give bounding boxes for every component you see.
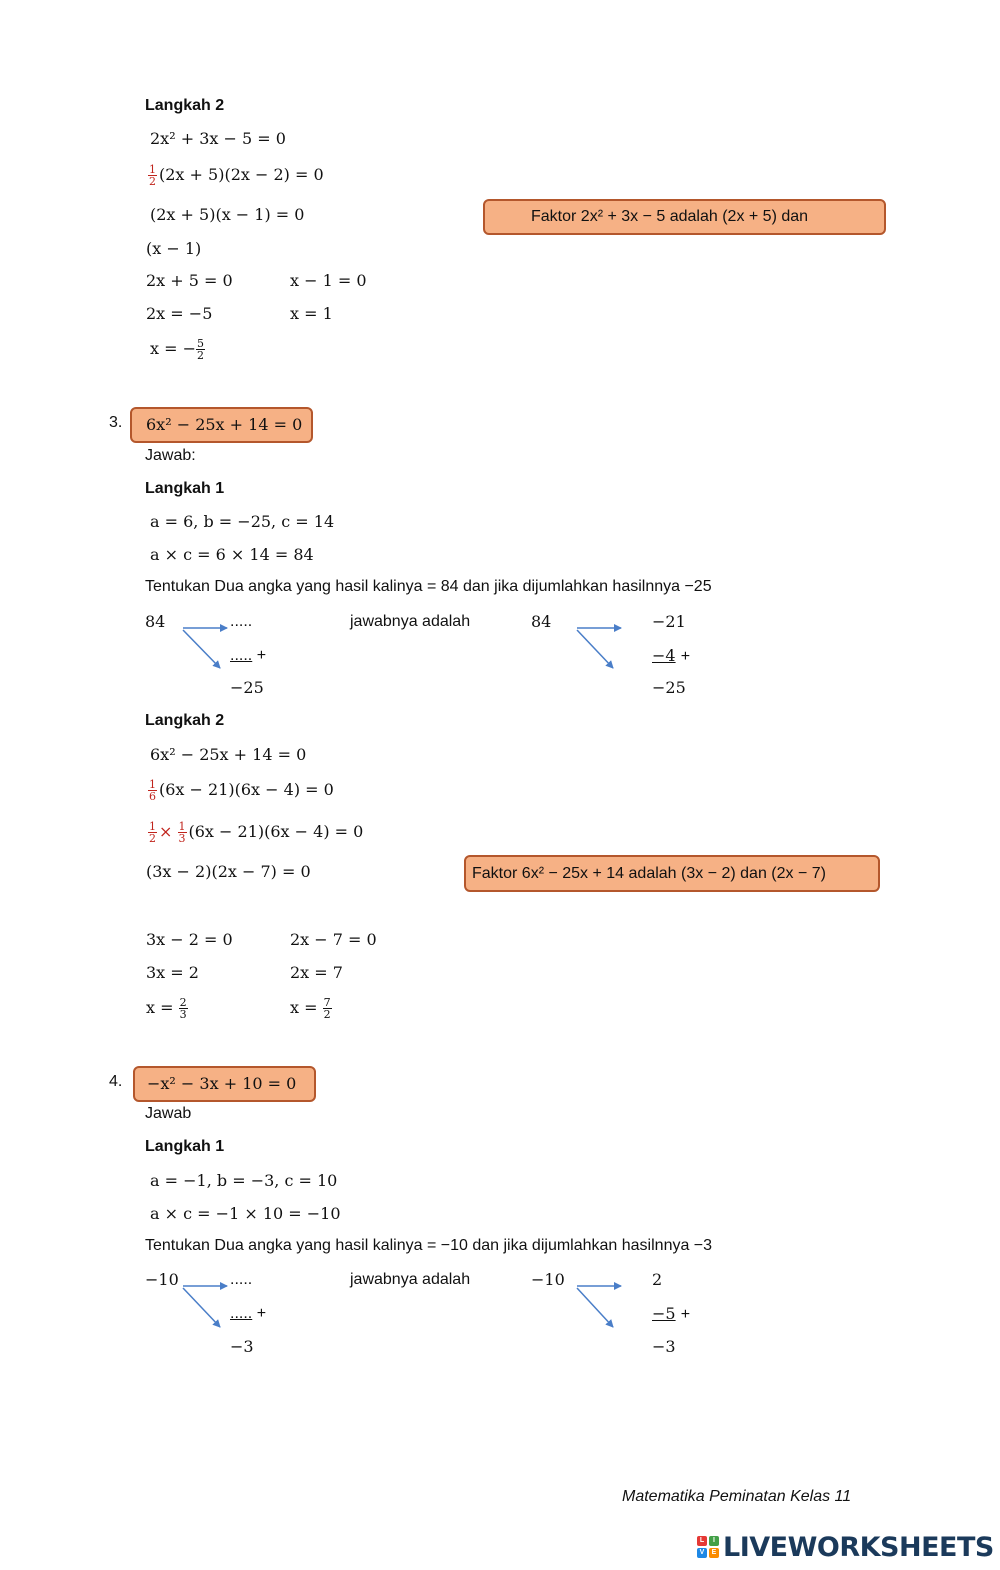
liveworksheets-logo bbox=[697, 1530, 994, 1564]
footer-text: Matematika Peminatan Kelas 11 bbox=[622, 1488, 852, 1505]
product-value: 84 bbox=[145, 612, 166, 631]
instruction: Tentukan Dua angka yang hasil kalinya = 84 dan jika dijumlahkan hasilnnya −25 bbox=[145, 578, 712, 595]
instruction: Tentukan Dua angka yang hasil kalinya = −10 dan jika dijumlahkan hasilnnya −3 bbox=[145, 1237, 713, 1254]
fraction: $\frac{7}{2}$ bbox=[323, 996, 331, 1021]
equation-line: 2x² + 3x − 5 = 0 bbox=[150, 129, 286, 148]
step-heading: Langkah 1 bbox=[145, 480, 225, 497]
equation-line: $\frac{1}{2}$ (2x + 5)(2x − 2) = 0 bbox=[149, 163, 324, 188]
arrow-down-icon bbox=[577, 1288, 613, 1327]
product-value: −10 bbox=[531, 1270, 565, 1289]
answer-label: Jawab bbox=[145, 1105, 192, 1122]
coefficients: a = 6, b = −25, c = 14 bbox=[150, 512, 335, 531]
product-value: −10 bbox=[145, 1270, 179, 1289]
equation-line: x = $\frac{7}{2}$ bbox=[290, 996, 331, 1021]
arrow-down-icon bbox=[183, 630, 220, 668]
problem-number: 4. bbox=[109, 1073, 123, 1090]
answer-intro: jawabnya adalah bbox=[350, 613, 471, 630]
sum-value: −3 bbox=[230, 1337, 254, 1356]
equation-line: (2x + 5)(x − 1) = 0 bbox=[150, 205, 305, 224]
factor-bottom: −5 + bbox=[652, 1304, 691, 1323]
problem-equation: 6x² − 25x + 14 = 0 bbox=[146, 415, 303, 434]
equation-line: 2x + 5 = 0 bbox=[146, 271, 233, 290]
factor-note: Faktor 6x² − 25x + 14 adalah (3x − 2) dan (2x − 7) bbox=[472, 864, 826, 882]
fraction: $\frac{2}{3}$ bbox=[179, 996, 187, 1021]
equation-line: x = 1 bbox=[290, 304, 333, 323]
problem-equation: −x² − 3x + 10 = 0 bbox=[147, 1074, 297, 1093]
equation-line: x = $\frac{2}{3}$ bbox=[146, 996, 187, 1021]
fraction: $\frac{5}{2}$ bbox=[197, 337, 205, 362]
product-line: a × c = −1 × 10 = −10 bbox=[150, 1204, 341, 1223]
product-value: 84 bbox=[531, 612, 552, 631]
equation-line: $\frac{1}{6}$ (6x − 21)(6x − 4) = 0 bbox=[149, 778, 334, 803]
equation-line: (3x − 2)(2x − 7) = 0 bbox=[146, 862, 311, 881]
logo-mark-icon: L I V E bbox=[697, 1536, 719, 1558]
equation-line: 2x − 7 = 0 bbox=[290, 930, 377, 949]
factor-bottom: −4 + bbox=[652, 646, 691, 665]
blank-bottom: ..... + bbox=[230, 1305, 267, 1322]
answer-intro: jawabnya adalah bbox=[350, 1271, 471, 1288]
step-heading: Langkah 2 bbox=[145, 97, 225, 114]
fraction: $\frac{1}{6}$ bbox=[149, 778, 156, 803]
fraction: $\frac{1}{3}$ bbox=[178, 820, 186, 845]
factor-note: Faktor 2x² + 3x − 5 adalah (2x + 5) dan bbox=[531, 208, 809, 225]
logo-text: LIVEWORKSHEETS bbox=[723, 1531, 994, 1563]
factor-top: −21 bbox=[652, 612, 686, 631]
arrow-down-icon bbox=[577, 630, 613, 668]
step-heading: Langkah 2 bbox=[145, 712, 225, 729]
factor-top: 2 bbox=[652, 1270, 663, 1289]
arrow-down-icon bbox=[183, 1288, 220, 1327]
equation-line: $\frac{1}{2}$ × $\frac{1}{3}$ (6x − 21)(6x − 4) = 0 bbox=[149, 820, 364, 845]
equation-line: x − 1 = 0 bbox=[290, 271, 367, 290]
blank-top: ..... bbox=[230, 1271, 253, 1288]
sum-value: −3 bbox=[652, 1337, 676, 1356]
equation-line: x = − $\frac{5}{2}$ bbox=[150, 337, 205, 362]
step-heading: Langkah 1 bbox=[145, 1138, 225, 1155]
product-line: a × c = 6 × 14 = 84 bbox=[150, 545, 314, 564]
sum-value: −25 bbox=[652, 678, 686, 697]
equation-line: (x − 1) bbox=[146, 239, 202, 258]
equation-line: 3x − 2 = 0 bbox=[146, 930, 233, 949]
blank-top: ..... bbox=[230, 613, 253, 630]
sum-value: −25 bbox=[230, 678, 264, 697]
fraction: $\frac{1}{2}$ bbox=[149, 820, 156, 845]
answer-label: Jawab: bbox=[145, 447, 196, 464]
coefficients: a = −1, b = −3, c = 10 bbox=[150, 1171, 338, 1190]
equation-line: 3x = 2 bbox=[146, 963, 199, 982]
equation-line: 2x = −5 bbox=[146, 304, 213, 323]
equation-line: 2x = 7 bbox=[290, 963, 343, 982]
equation-line: 6x² − 25x + 14 = 0 bbox=[150, 745, 307, 764]
blank-bottom: ..... + bbox=[230, 647, 267, 664]
fraction: $\frac{1}{2}$ bbox=[149, 163, 156, 188]
problem-number: 3. bbox=[109, 414, 123, 431]
